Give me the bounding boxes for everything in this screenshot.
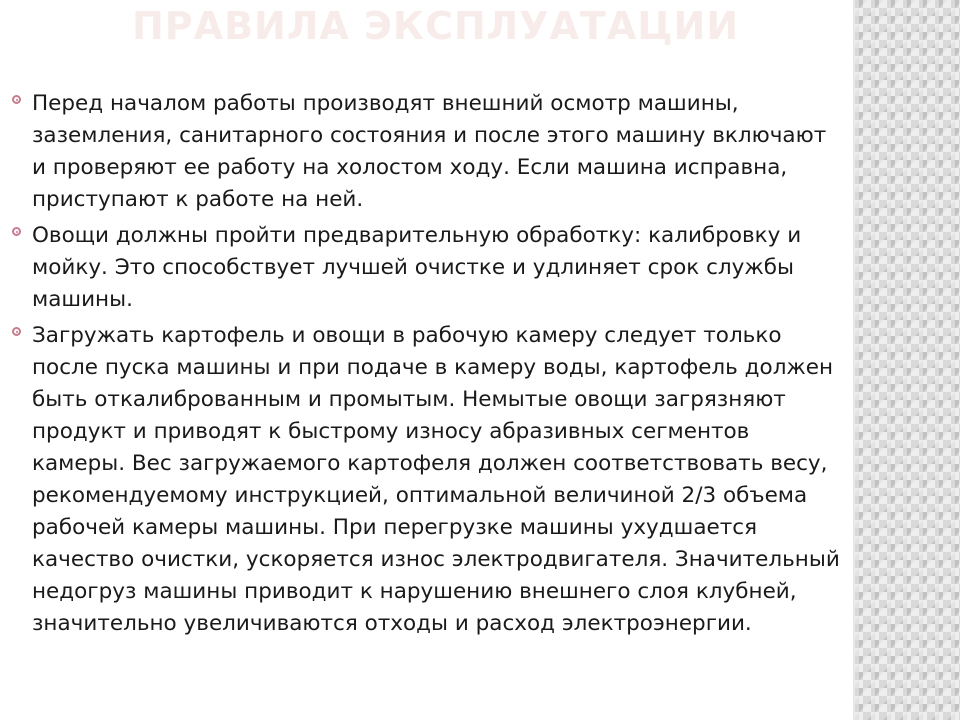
decorative-side-pattern <box>855 0 960 720</box>
list-item <box>12 320 842 640</box>
list-item <box>12 88 842 216</box>
circle-bullet-icon <box>12 95 21 104</box>
bullet-text: Овощи должны пройти предварительную обработку: калибровку и мойку. Это способствует лучшей очистке и удлиняет срок службы машины. <box>32 223 802 312</box>
list-item <box>12 220 842 316</box>
bullet-text: Перед началом работы производят внешний осмотр машины, заземления, санитарного состояния и после этого машину включают и проверяют ее работу на холостом ходу. Если машина исправна, приступают к работе на ней. <box>32 91 827 212</box>
circle-bullet-icon <box>12 227 21 236</box>
bullet-list <box>12 88 842 644</box>
bullet-text: Загружать картофель и овощи в рабочую камеру следует только после пуска машины и при подаче в камеру воды, картофель должен быть откалиброванным и промытым. Немытые овощи загрязняют продукт и приводят к быстрому износу абразивных сегментов камеры. Вес загружаемого картофеля должен соответствовать весу, рекомендуемому инструкцией, оптимальной величиной 2/3 объема рабочей камеры машины. При перегрузке машины ухудшается качество очистки, ускоряется износ электродвигателя. Значительный недогруз машины приводит к нарушению внешнего слоя клубней, значительно увеличиваются отходы и расход электроэнергии. <box>32 323 840 636</box>
circle-bullet-icon <box>12 327 21 336</box>
slide-title: ПРАВИЛА ЭКСПЛУАТАЦИИ <box>132 4 740 48</box>
